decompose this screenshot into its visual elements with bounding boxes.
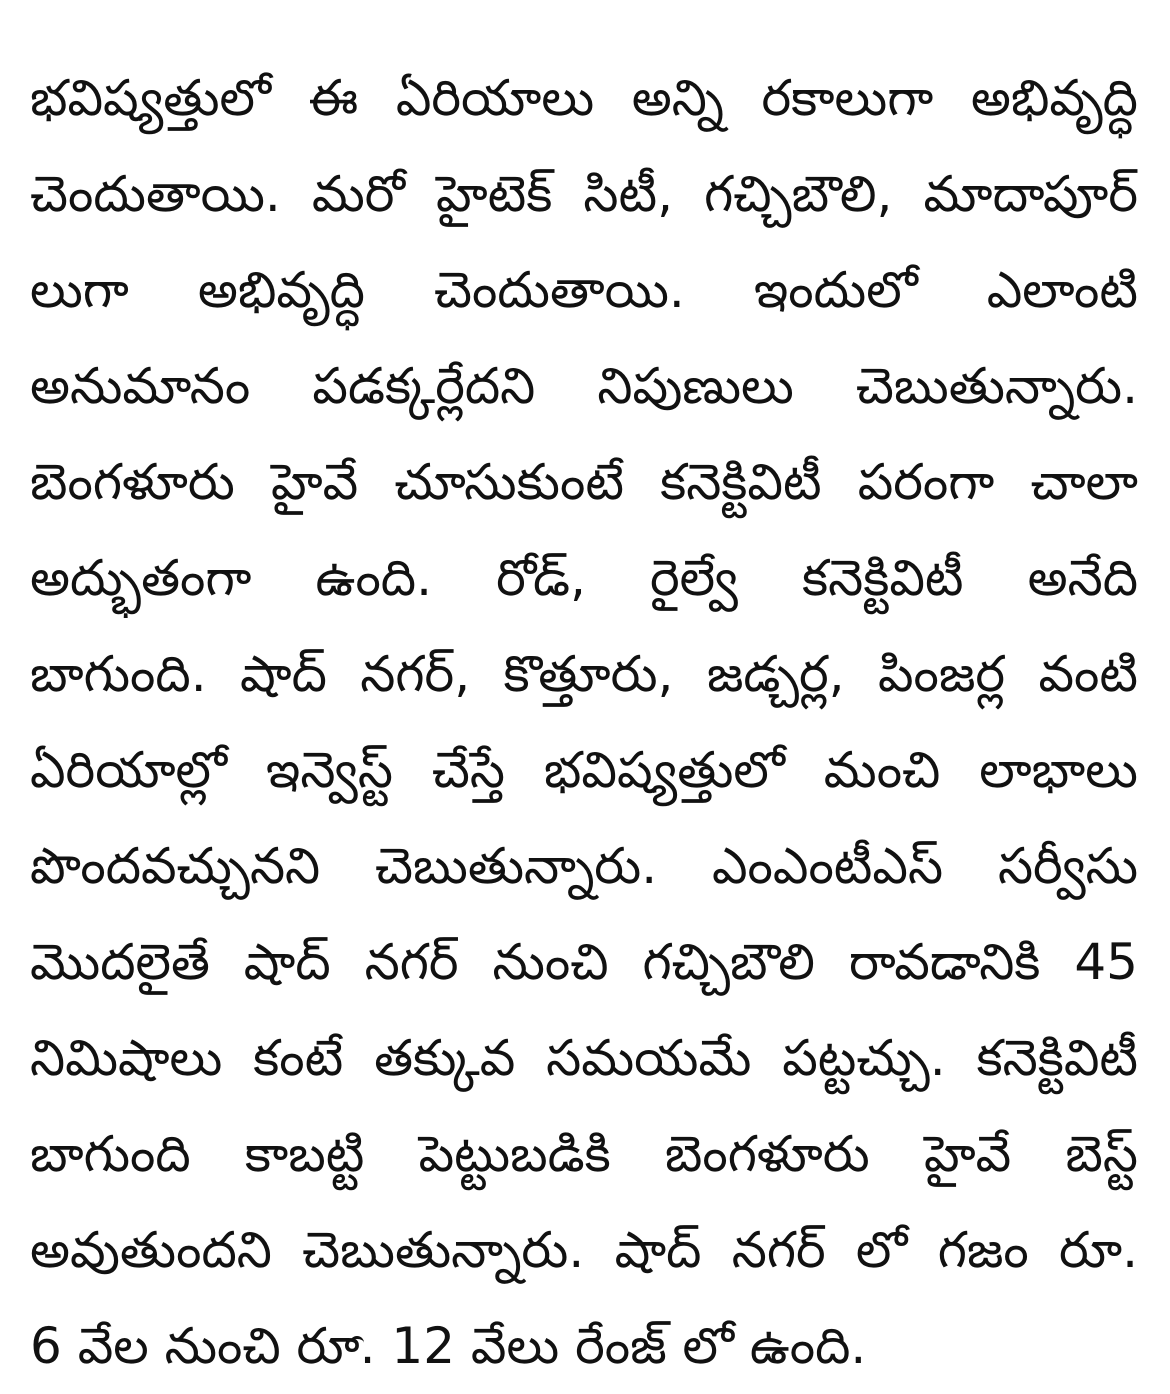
- text-line: బెంగళూరు హైవే చూసుకుంటే కనెక్టివిటీ పరంగా చాలా: [30, 453, 1138, 511]
- text-line: చెందుతాయి. మరో హైటెక్ సిటీ, గచ్చిబౌలి, మాదాపూర్: [30, 165, 1138, 223]
- text-line: అద్భుతంగా ఉంది. రోడ్, రైల్వే కనెక్టివిటీ అనేది: [30, 549, 1138, 607]
- text-line: మొదలైతే షాద్ నగర్ నుంచి గచ్చిబౌలి రావడానికి 45: [30, 933, 1138, 991]
- text-line: అవుతుందని చెబుతున్నారు. షాద్ నగర్ లో గజం రూ.: [30, 1221, 1138, 1279]
- text-line: ఏరియాల్లో ఇన్వెస్ట్ చేస్తే భవిష్యత్తులో మంచి లాభాలు: [30, 741, 1138, 799]
- text-line: అనుమానం పడక్కర్లేదని నిపుణులు చెబుతున్నారు.: [30, 357, 1138, 415]
- article-body: [30, 50, 1138, 1394]
- text-line: భవిష్యత్తులో ఈ ఏరియాలు అన్ని రకాలుగా అభివృద్ధి: [30, 69, 1138, 127]
- text-line: బాగుంది కాబట్టి పెట్టుబడికి బెంగళూరు హైవే బెస్ట్: [30, 1125, 1138, 1183]
- text-line: బాగుంది. షాద్ నగర్, కొత్తూరు, జడ్చర్ల, పింజర్ల వంటి: [30, 645, 1138, 703]
- text-line: లుగా అభివృద్ధి చెందుతాయి. ఇందులో ఎలాంటి: [30, 261, 1138, 319]
- cut-off-glyph-fragment: [350, 1328, 390, 1344]
- text-line: నిమిషాలు కంటే తక్కువ సమయమే పట్టచ్చు. కనెక్టివిటీ: [30, 1029, 1138, 1087]
- text-line: పొందవచ్చునని చెబుతున్నారు. ఎంఎంటీఎస్ సర్వీసు: [30, 837, 1138, 895]
- text-line-last: 6 వేల నుంచి రూ. 12 వేలు రేంజ్ లో ఉంది.: [30, 1317, 867, 1375]
